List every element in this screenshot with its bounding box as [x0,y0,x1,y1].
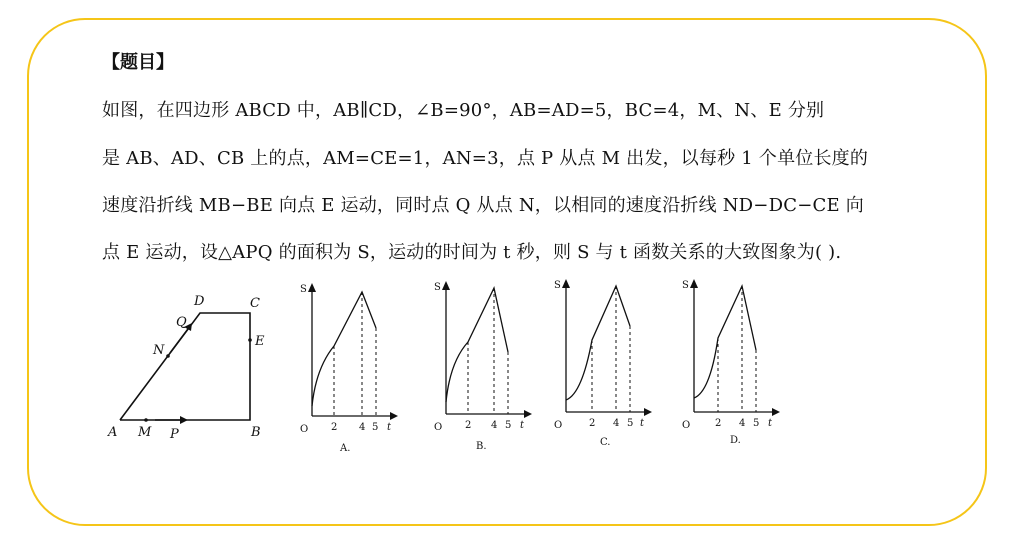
tick-5: 5 [372,422,379,433]
y-label: S [300,284,307,295]
tick-2: 2 [331,422,338,433]
tick-4: 4 [613,418,620,429]
curve [312,292,376,406]
problem-line-3: 速度沿折线 MB−BE 向点 E 运动，同时点 Q 从点 N，以相同的速度沿折线 ND−DC−CE 向 [102,195,864,216]
tick-5: 5 [753,418,760,429]
tick-4: 4 [491,420,498,431]
option-label: B. [476,441,487,452]
label-a: A [108,425,118,440]
tick-5: 5 [627,418,634,429]
x-label: t [520,420,525,431]
origin-label: O [554,420,563,431]
label-p: P [170,427,179,442]
point-n-dot [166,354,170,358]
curve [446,288,508,402]
x-label: t [640,418,645,429]
curve [694,286,756,398]
graph-b [428,278,538,456]
graph-d [676,276,786,454]
quadrilateral-figure [100,285,280,445]
point-m-dot [144,418,148,422]
graph-c [548,276,658,454]
arrow-p-head [180,416,188,424]
problem-line-1: 如图，在四边形 ABCD 中，AB∥CD，∠B=90°，AB=AD=5，BC=4，M、N、E 分别 [102,100,825,121]
option-label: C. [600,437,611,448]
tick-2: 2 [715,418,722,429]
tick-4: 4 [359,422,366,433]
label-e: E [255,334,265,349]
point-e-dot [248,338,252,342]
origin-label: O [300,424,309,435]
label-c: C [250,296,260,311]
y-label: S [434,282,441,293]
x-label: t [387,422,392,433]
problem-line-4: 点 E 运动，设△APQ 的面积为 S，运动的时间为 t 秒，则 S 与 t 函数关系的大致图象为( ). [102,242,842,263]
x-label: t [768,418,773,429]
label-n: N [153,343,165,358]
curve [566,286,630,400]
option-label: D. [730,435,741,446]
tick-2: 2 [589,418,596,429]
tick-5: 5 [505,420,512,431]
y-label: S [682,280,689,291]
tick-4: 4 [739,418,746,429]
problem-line-2: 是 AB、AD、CB 上的点，AM=CE=1，AN=3，点 P 从点 M 出发，以每秒 1 个单位长度的 [102,148,869,169]
arrow-q [170,329,188,353]
y-label: S [554,280,561,291]
graph-a [294,280,404,458]
origin-label: O [682,420,691,431]
label-q: Q [176,315,187,330]
option-label: A. [340,443,351,454]
label-b: B [251,425,261,440]
origin-label: O [434,422,443,433]
problem-heading: 【题目】 [102,52,174,73]
label-d: D [194,294,205,309]
tick-2: 2 [465,420,472,431]
label-m: M [138,425,152,440]
